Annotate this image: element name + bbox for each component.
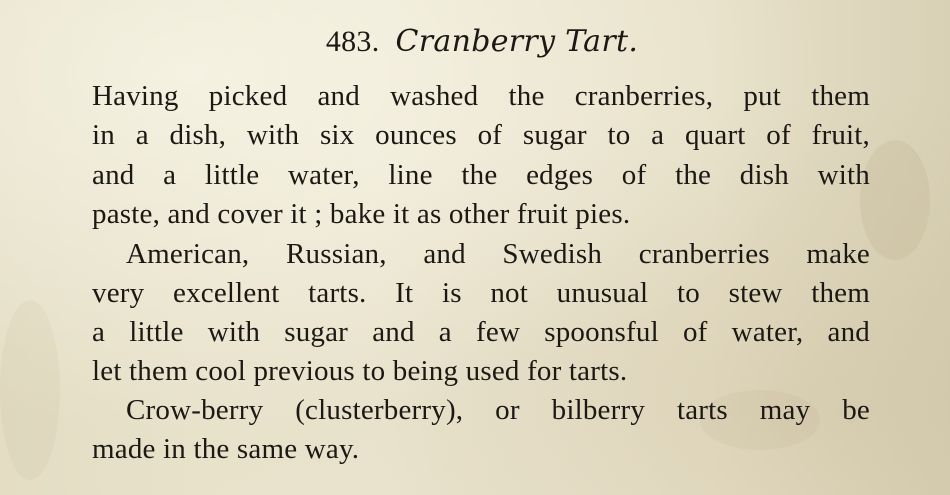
text-line: very excellent tarts. It is not unusual to stew them xyxy=(92,277,870,309)
text-line: Crow-berry (clusterberry), or bilberry tarts may be xyxy=(126,394,870,426)
paper-stain xyxy=(860,140,930,260)
text-line: made in the same way. xyxy=(92,433,360,465)
recipe-number: 483. xyxy=(325,25,380,58)
recipe-heading xyxy=(0,22,950,62)
text-line: American, Russian, and Swedish cranberries make xyxy=(126,238,870,270)
paper-stain xyxy=(0,300,60,480)
text-line: let them cool previous to being used for tarts. xyxy=(92,355,628,387)
text-line: Having picked and washed the cranberries, put them xyxy=(92,80,870,112)
text-line: a little with sugar and a few spoonsful of water, and xyxy=(92,316,870,348)
text-line: and a little water, line the edges of the dish with xyxy=(92,159,870,191)
recipe-title: Cranberry Tart. xyxy=(395,24,639,59)
text-line: in a dish, with six ounces of sugar to a quart of fruit, xyxy=(92,119,870,151)
text-line: paste, and cover it ; bake it as other fruit pies. xyxy=(92,198,631,230)
